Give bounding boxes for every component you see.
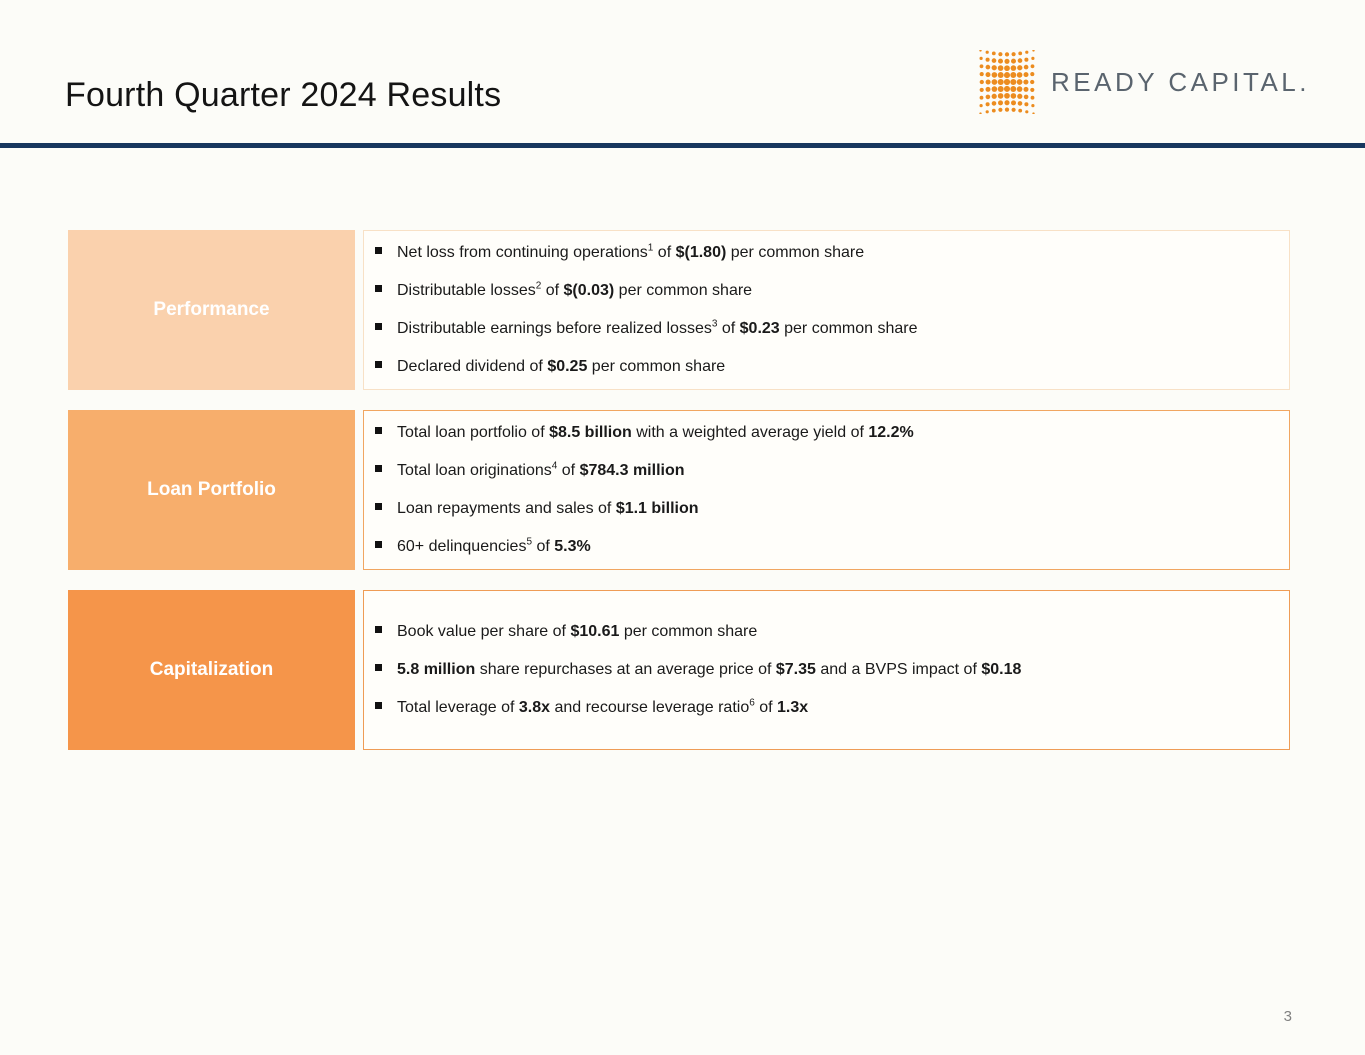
bullet-square-icon — [375, 361, 382, 368]
section-label: Performance — [68, 230, 355, 390]
section-content — [363, 230, 1290, 390]
bullet-square-icon — [375, 323, 382, 330]
section-label: Capitalization — [68, 590, 355, 750]
bullet-text: 5.8 million share repurchases at an average price of $7.35 and a BVPS impact of $0.18 — [397, 661, 1022, 678]
bullet-item — [375, 242, 1289, 264]
bullet-square-icon — [375, 465, 382, 472]
bullet-item — [375, 498, 1289, 520]
bullet-square-icon — [375, 285, 382, 292]
bullet-item — [375, 280, 1289, 302]
bullet-item — [375, 697, 1289, 719]
bullet-item — [375, 460, 1289, 482]
bullet-item — [375, 356, 1289, 378]
bullet-item — [375, 422, 1289, 444]
section-row — [68, 230, 1290, 390]
bullet-item — [375, 536, 1289, 558]
section-row — [68, 410, 1290, 570]
bullet-square-icon — [375, 541, 382, 548]
bullet-square-icon — [375, 664, 382, 671]
bullet-text: Distributable losses$^2$ of $(0.03) per common share — [397, 280, 753, 299]
section-label: Loan Portfolio — [68, 410, 355, 570]
bullet-square-icon — [375, 503, 382, 510]
ready-capital-logo — [978, 50, 1310, 114]
bullet-item — [375, 659, 1289, 681]
bullet-text: Loan repayments and sales of $1.1 billion — [397, 500, 699, 517]
section-row — [68, 590, 1290, 750]
bullet-item — [375, 621, 1289, 643]
bullet-text: Total loan originations$^4$ of $784.3 million — [397, 460, 685, 479]
bullet-text: Total leverage of 3.8x and recourse leverage ratio$^6$ of 1.3x — [397, 697, 809, 716]
page-title: Fourth Quarter 2024 Results — [65, 76, 502, 114]
bullet-text: Total loan portfolio of $8.5 billion with a weighted average yield of 12.2% — [397, 424, 914, 441]
bullet-text: 60+ delinquencies$^5$ of 5.3% — [397, 536, 591, 555]
bullet-text: Declared dividend of $0.25 per common share — [397, 358, 726, 375]
logo-wordmark: READY CAPITAL. — [1051, 66, 1310, 97]
bullet-square-icon — [375, 427, 382, 434]
bullet-square-icon — [375, 626, 382, 633]
bullet-square-icon — [375, 702, 382, 709]
summary-sections — [68, 230, 1290, 770]
bullet-text: Book value per share of $10.61 per common share — [397, 623, 758, 640]
dotted-sphere-logo-icon — [978, 50, 1036, 114]
page-number: 3 — [1283, 1008, 1292, 1025]
section-content — [363, 590, 1290, 750]
bullet-square-icon — [375, 247, 382, 254]
bullet-text: Net loss from continuing operations$^1$ of $(1.80) per common share — [397, 242, 865, 261]
bullet-item — [375, 318, 1289, 340]
title-divider-rule — [0, 143, 1365, 148]
section-content — [363, 410, 1290, 570]
bullet-text: Distributable earnings before realized losses$^3$ of $0.23 per common share — [397, 318, 918, 337]
